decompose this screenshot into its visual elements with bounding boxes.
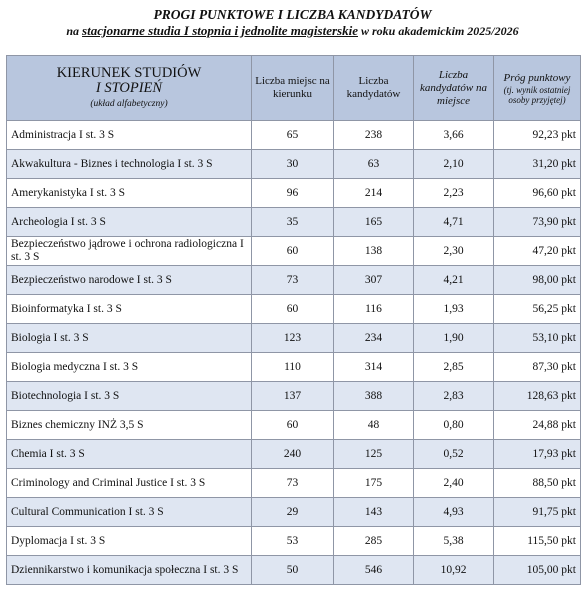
document-subtitle bbox=[0, 23, 585, 39]
table-row bbox=[7, 208, 581, 237]
program-name-cell: Cultural Communication I st. 3 S bbox=[7, 498, 252, 527]
places-cell: 240 bbox=[252, 440, 334, 469]
kierunek-header-line2: I STOPIEŃ bbox=[95, 80, 163, 96]
ratio-cell: 4,71 bbox=[414, 208, 494, 237]
candidates-cell: 116 bbox=[334, 295, 414, 324]
places-cell: 53 bbox=[252, 527, 334, 556]
table-row bbox=[7, 150, 581, 179]
program-name-cell: Amerykanistyka I st. 3 S bbox=[7, 179, 252, 208]
ratio-cell: 0,80 bbox=[414, 411, 494, 440]
subtitle-emphasis: stacjonarne studia I stopnia i jednolite magisterskie bbox=[82, 23, 358, 38]
places-cell: 65 bbox=[252, 121, 334, 150]
program-name-cell: Archeologia I st. 3 S bbox=[7, 208, 252, 237]
ratio-cell: 2,23 bbox=[414, 179, 494, 208]
threshold-cell: 96,60 pkt bbox=[494, 179, 581, 208]
program-name-cell: Biznes chemiczny INŻ 3,5 S bbox=[7, 411, 252, 440]
places-cell: 35 bbox=[252, 208, 334, 237]
places-cell: 96 bbox=[252, 179, 334, 208]
candidates-cell: 48 bbox=[334, 411, 414, 440]
kierunek-header-line1: KIERUNEK STUDIÓW bbox=[56, 65, 202, 81]
table-row bbox=[7, 382, 581, 411]
document-title: PROGI PUNKTOWE I LICZBA KANDYDATÓW bbox=[153, 7, 432, 22]
program-name-cell: Biologia medyczna I st. 3 S bbox=[7, 353, 252, 382]
program-name-cell: Biotechnologia I st. 3 S bbox=[7, 382, 252, 411]
places-cell: 60 bbox=[252, 295, 334, 324]
threshold-cell: 98,00 pkt bbox=[494, 266, 581, 295]
table-row bbox=[7, 469, 581, 498]
places-cell: 50 bbox=[252, 556, 334, 585]
na-miejsce-header-label: Liczba kandydatów na miejsce bbox=[420, 68, 487, 107]
program-name-cell: Dyplomacja I st. 3 S bbox=[7, 527, 252, 556]
ratio-cell: 2,85 bbox=[414, 353, 494, 382]
ratio-cell: 2,83 bbox=[414, 382, 494, 411]
program-name-cell: Biologia I st. 3 S bbox=[7, 324, 252, 353]
table-row bbox=[7, 440, 581, 469]
threshold-cell: 53,10 pkt bbox=[494, 324, 581, 353]
program-name-cell: Bezpieczeństwo narodowe I st. 3 S bbox=[7, 266, 252, 295]
table-row bbox=[7, 411, 581, 440]
threshold-cell: 92,23 pkt bbox=[494, 121, 581, 150]
places-cell: 73 bbox=[252, 266, 334, 295]
candidates-cell: 143 bbox=[334, 498, 414, 527]
threshold-cell: 47,20 pkt bbox=[494, 237, 581, 266]
candidates-cell: 165 bbox=[334, 208, 414, 237]
ratio-cell: 10,92 bbox=[414, 556, 494, 585]
ratio-cell: 1,90 bbox=[414, 324, 494, 353]
places-cell: 60 bbox=[252, 237, 334, 266]
candidates-cell: 307 bbox=[334, 266, 414, 295]
program-name-cell: Chemia I st. 3 S bbox=[7, 440, 252, 469]
threshold-cell: 91,75 pkt bbox=[494, 498, 581, 527]
table-row bbox=[7, 121, 581, 150]
table-header-row bbox=[7, 56, 581, 121]
ratio-cell: 0,52 bbox=[414, 440, 494, 469]
places-cell: 30 bbox=[252, 150, 334, 179]
table-row bbox=[7, 353, 581, 382]
ratio-cell: 4,93 bbox=[414, 498, 494, 527]
table-row bbox=[7, 498, 581, 527]
threshold-cell: 115,50 pkt bbox=[494, 527, 581, 556]
candidates-cell: 175 bbox=[334, 469, 414, 498]
candidates-cell: 214 bbox=[334, 179, 414, 208]
document-header bbox=[0, 0, 585, 44]
threshold-cell: 105,00 pkt bbox=[494, 556, 581, 585]
places-cell: 123 bbox=[252, 324, 334, 353]
threshold-cell: 73,90 pkt bbox=[494, 208, 581, 237]
candidates-cell: 138 bbox=[334, 237, 414, 266]
program-name-cell: Akwakultura - Biznes i technologia I st. 3 S bbox=[7, 150, 252, 179]
program-name-cell: Bezpieczeństwo jądrowe i ochrona radiologiczna I st. 3 S bbox=[7, 237, 252, 266]
places-cell: 60 bbox=[252, 411, 334, 440]
ratio-cell: 3,66 bbox=[414, 121, 494, 150]
ratio-cell: 2,30 bbox=[414, 237, 494, 266]
prog-header-note: (tj. wynik ostatniej osoby przyjętej) bbox=[503, 84, 571, 105]
program-name-cell: Dziennikarstwo i komunikacja społeczna I st. 3 S bbox=[7, 556, 252, 585]
program-name-cell: Bioinformatyka I st. 3 S bbox=[7, 295, 252, 324]
ratio-cell: 1,93 bbox=[414, 295, 494, 324]
places-cell: 29 bbox=[252, 498, 334, 527]
subtitle-suffix: w roku akademickim 2025/2026 bbox=[360, 24, 519, 38]
threshold-cell: 87,30 pkt bbox=[494, 353, 581, 382]
table-row bbox=[7, 556, 581, 585]
candidates-cell: 285 bbox=[334, 527, 414, 556]
threshold-cell: 128,63 pkt bbox=[494, 382, 581, 411]
col-header-miejsca bbox=[252, 56, 334, 121]
table-row bbox=[7, 179, 581, 208]
candidates-cell: 234 bbox=[334, 324, 414, 353]
table-row bbox=[7, 295, 581, 324]
candidates-cell: 314 bbox=[334, 353, 414, 382]
ratio-cell: 2,40 bbox=[414, 469, 494, 498]
threshold-cell: 88,50 pkt bbox=[494, 469, 581, 498]
program-name-cell: Administracja I st. 3 S bbox=[7, 121, 252, 150]
table-row bbox=[7, 237, 581, 266]
prog-header-label: Próg punktowy bbox=[503, 71, 571, 84]
col-header-kandydaci bbox=[334, 56, 414, 121]
places-cell: 73 bbox=[252, 469, 334, 498]
table-row bbox=[7, 527, 581, 556]
kandydaci-header-label: Liczba kandydatów bbox=[346, 75, 401, 100]
kierunek-header-note: (układ alfabetyczny) bbox=[90, 99, 168, 109]
col-header-kierunek bbox=[7, 56, 252, 121]
col-header-na-miejsce bbox=[414, 56, 494, 121]
table-body bbox=[7, 121, 581, 585]
candidates-cell: 546 bbox=[334, 556, 414, 585]
candidates-cell: 125 bbox=[334, 440, 414, 469]
col-header-prog bbox=[494, 56, 581, 121]
threshold-cell: 24,88 pkt bbox=[494, 411, 581, 440]
miejsca-header-label: Liczba miejsc na kierunku bbox=[255, 75, 330, 100]
ratio-cell: 4,21 bbox=[414, 266, 494, 295]
candidates-cell: 238 bbox=[334, 121, 414, 150]
places-cell: 137 bbox=[252, 382, 334, 411]
ratio-cell: 5,38 bbox=[414, 527, 494, 556]
table-row bbox=[7, 266, 581, 295]
threshold-cell: 17,93 pkt bbox=[494, 440, 581, 469]
subtitle-prefix: na bbox=[66, 24, 80, 38]
ratio-cell: 2,10 bbox=[414, 150, 494, 179]
candidates-cell: 388 bbox=[334, 382, 414, 411]
threshold-cell: 56,25 pkt bbox=[494, 295, 581, 324]
program-name-cell: Criminology and Criminal Justice I st. 3 S bbox=[7, 469, 252, 498]
candidates-cell: 63 bbox=[334, 150, 414, 179]
threshold-cell: 31,20 pkt bbox=[494, 150, 581, 179]
thresholds-table bbox=[6, 55, 581, 585]
places-cell: 110 bbox=[252, 353, 334, 382]
table-row bbox=[7, 324, 581, 353]
